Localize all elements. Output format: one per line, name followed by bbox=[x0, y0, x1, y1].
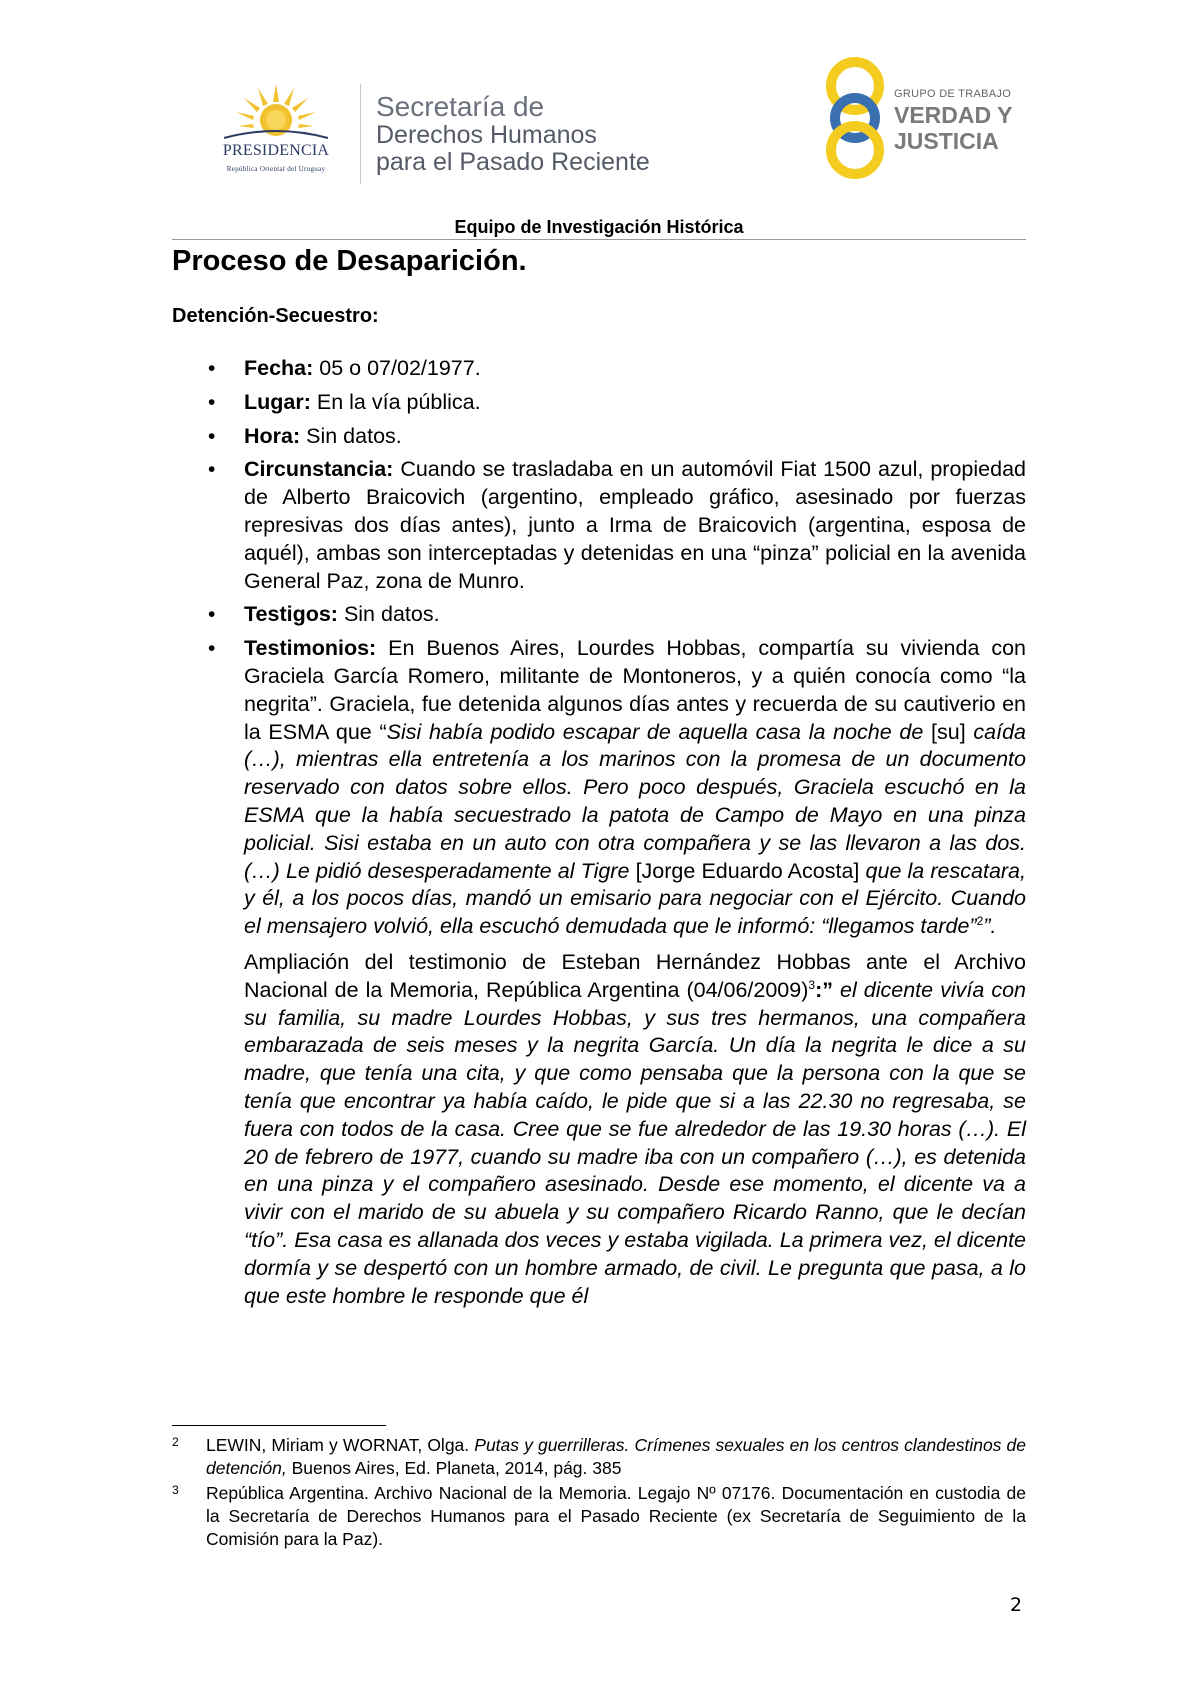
testimonio-quote: que la rescatara, y él, a los pocos días, mandó un emisario para negociar con el Ejército. Cuando el mensajero volvió, ella escuchó demudada que le informó: “llegamos tarde” bbox=[244, 858, 1026, 939]
secretaria-line-2: Derechos Humanos bbox=[376, 121, 597, 149]
bullet-icon: • bbox=[208, 357, 216, 380]
verdad-label: VERDAD Y bbox=[894, 102, 1013, 128]
detail-list bbox=[172, 355, 1026, 1310]
secretaria-line-1: Secretaría de bbox=[376, 91, 545, 122]
ampliacion-quote: el dicente vivía con su familia, su madre Lourdes Hobbas, y sus tres hermanos, una compañera embarazada de seis meses y la negrita García. Un día la negrita le dice a su madre, que tenía una cita, y que como pensaba que la persona con la que se tenía que encontrar ya había caído, le pide que si a las 22.30 no regresaba, se fuera con todos de la casa. Cree que se fue alrededor de las 19.30 horas (…). El 20 de febrero de 1977, cuando su madre iba con un compañero (…), es detenida en una pinza y el compañero asesinado. Desde ese momento, el dicente va a vivir con el marido de su abuela y su compañero Ricardo Ranno, que le decían “tío”. Esa casa es allanada dos veces y estaba vigilada. La primera vez, el dicente dormía y se despertó con un hombre armado, de civil. Le pregunta que pasa, a lo que este hombre le responde que él bbox=[244, 977, 1026, 1308]
header-rule bbox=[172, 239, 1026, 240]
footnote-2 bbox=[172, 1434, 1026, 1480]
footnote-text: LEWIN, Miriam y WORNAT, Olga. bbox=[206, 1435, 475, 1455]
testimonios-label: Testimonios: bbox=[244, 636, 377, 661]
circunstancia-value: Cuando se trasladaba en un automóvil Fiat 1500 azul, propiedad de Alberto Braicovich (argentino, empleado gráfico, asesinado por fuerzas represivas dos días antes), junto a Irma de Braicovich (argentina, esposa de aquél), ambas son interceptadas y detenidas en una “pinza” policial en la avenida General Paz, zona de Munro. bbox=[244, 457, 1026, 593]
list-item-testimonios bbox=[172, 635, 1026, 941]
testimonio-insert: [Jorge Eduardo Acosta] bbox=[635, 858, 860, 883]
ampliacion-colon: :” bbox=[815, 977, 833, 1002]
ampliacion-paragraph bbox=[172, 949, 1026, 1310]
footnote-text: República Argentina. Archivo Nacional de la Memoria. Legajo Nº 07176. Documentación en custodia de la Secretaría de Derechos Humanos para el Pasado Reciente (ex Secretaría de Seguimiento de la Comisión para la Paz). bbox=[206, 1483, 1026, 1549]
circunstancia-label: Circunstancia: bbox=[244, 457, 394, 482]
page-title: Proceso de Desaparición. bbox=[172, 245, 527, 277]
republica-label: República Oriental del Uruguay bbox=[226, 165, 326, 173]
bullet-icon: • bbox=[208, 424, 216, 448]
lugar-label: Lugar: bbox=[244, 389, 311, 414]
secretaria-line-3: para el Pasado Reciente bbox=[376, 148, 650, 176]
justicia-label: JUSTICIA bbox=[894, 128, 999, 154]
footnotes bbox=[172, 1434, 1026, 1551]
list-item-circunstancia bbox=[172, 456, 1026, 595]
footnote-rule bbox=[172, 1425, 386, 1426]
verdad-justicia-logo bbox=[820, 56, 1020, 180]
testimonio-quote: Sisi había podido escapar de aquella casa la noche de bbox=[386, 719, 932, 744]
testimonio-quote: caída (…), mientras ella entretenía a los marinos con la promesa de un documento reservado con datos sobre ellos. Pero poco después, Graciela escuchó en la ESMA que la había secuestrado la patota de Campo de Mayo en una pinza policial. Sisi estaba en un auto con otra compañera y se las llevaron a las dos. (…) Le pidió desesperadamente al Tigre bbox=[244, 719, 1026, 883]
page-number: 2 bbox=[1010, 1594, 1023, 1616]
footnote-title: Putas y guerrilleras. Crímenes sexuales en los centros clandestinos de detención, bbox=[206, 1435, 1027, 1478]
sun-emblem-icon bbox=[196, 80, 356, 142]
hora-value: Sin datos. bbox=[300, 423, 402, 448]
testigos-value: Sin datos. bbox=[337, 602, 440, 627]
list-item-fecha bbox=[172, 355, 1026, 383]
footnote-number: 2 bbox=[172, 1435, 179, 1449]
secretaria-logo-text bbox=[376, 92, 706, 176]
bullet-icon: • bbox=[208, 458, 216, 482]
bullet-icon: • bbox=[208, 390, 216, 414]
footnote-number: 3 bbox=[172, 1483, 179, 1497]
list-item-testigos bbox=[172, 601, 1026, 629]
list-item-hora bbox=[172, 423, 1026, 451]
testimonio-insert: [su] bbox=[931, 719, 966, 744]
bullet-icon: • bbox=[208, 603, 216, 627]
footnote-ref-2: 2 bbox=[976, 914, 984, 929]
footnote-3 bbox=[172, 1482, 1026, 1551]
grupo-label: GRUPO DE TRABAJO bbox=[894, 88, 1012, 100]
presidencia-logo bbox=[196, 80, 356, 180]
hora-label: Hora: bbox=[244, 423, 301, 448]
rings-emblem-icon bbox=[820, 56, 890, 180]
fecha-value: 05 o 07/02/1977. bbox=[313, 356, 481, 380]
section-subtitle: Detención-Secuestro: bbox=[172, 305, 379, 327]
ampliacion-text: Ampliación del testimonio de Esteban Hernández Hobbas ante el Archivo Nacional de la Memoria, República Argentina (04/06/2009) bbox=[244, 949, 1026, 1002]
fecha-label: Fecha: bbox=[244, 356, 314, 380]
bullet-icon: • bbox=[208, 637, 216, 661]
testigos-label: Testigos: bbox=[244, 602, 338, 627]
testimonio-quote-end: ”. bbox=[983, 914, 997, 939]
footnote-ref-3: 3 bbox=[808, 977, 816, 992]
running-header: Equipo de Investigación Histórica bbox=[454, 217, 744, 237]
footnote-text: Buenos Aires, Ed. Planeta, 2014, pág. 385 bbox=[286, 1458, 622, 1478]
lugar-value: En la vía pública. bbox=[310, 389, 481, 414]
presidencia-label: PRESIDENCIA bbox=[222, 142, 330, 159]
testimonio-text: En Buenos Aires, Lourdes Hobbas, compartía su vivienda con Graciela García Romero, militante de Montoneros, y a quién conocía como “la negrita”. Graciela, fue detenida algunos días antes y recuerda de su cautiverio en la ESMA que “ bbox=[244, 636, 1026, 744]
list-item-lugar bbox=[172, 389, 1026, 417]
header-divider bbox=[360, 84, 361, 184]
